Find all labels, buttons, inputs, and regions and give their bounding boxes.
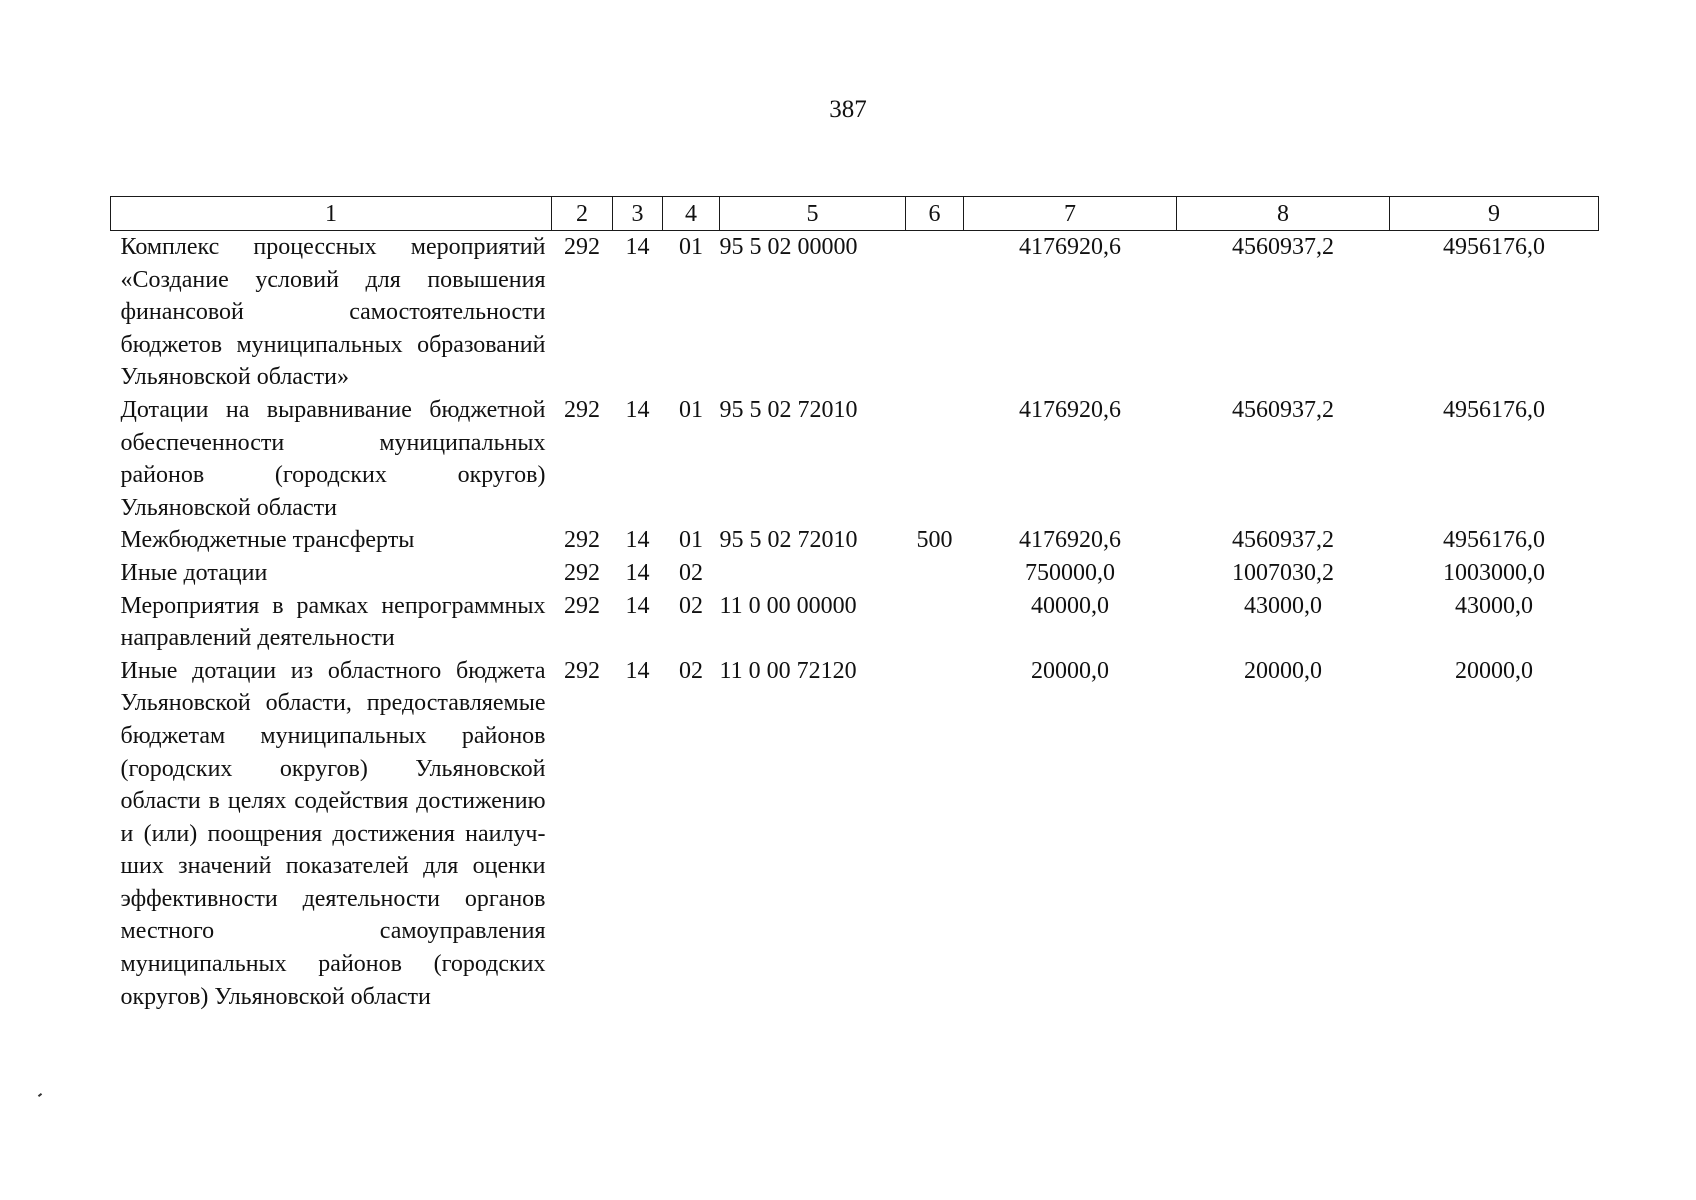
row-name: Мероприятия в рамках непрограммных направлений деятельности [120,592,546,652]
row-code-ministry: 292 [564,527,600,554]
row-amount-col7: 4176920,6 [1019,527,1121,554]
row-target-article: 11 0 00 00000 [719,592,857,619]
row-expense-type [906,557,964,590]
row-amount-col9: 43000,0 [1455,592,1533,619]
row-amount-col9: 4956176,0 [1443,527,1545,554]
table-header-row [111,197,1599,231]
row-target-article: 95 5 02 00000 [719,234,858,260]
row-code-ministry: 292 [564,396,600,423]
row-amount-col7: 4176920,6 [1019,396,1121,423]
row-name: Комплекс процессных мероприятий «Создание условий для повышения финансовой самостоятельности бюджетов муниципальных образований Ульяновской области» [120,234,546,391]
row-expense-type [906,590,964,655]
col-header-4: 4 [663,197,720,231]
row-name: Дотации на выравнивание бюджетной обеспеченности муниципальных районов (городских округов) Ульяновской области [120,396,546,521]
row-code-section: 14 [625,657,650,684]
row-amount-col8: 43000,0 [1244,592,1322,619]
row-amount-col7: 40000,0 [1031,592,1109,619]
row-amount-col8: 4560937,2 [1232,234,1334,260]
row-target-article: 11 0 00 72120 [719,657,857,684]
row-name: Межбюджетные трансферты [120,527,415,554]
row-amount-col9: 1003000,0 [1443,559,1545,586]
budget-table [110,196,1599,1013]
row-expense-type [906,231,964,394]
col-header-8: 8 [1177,197,1390,231]
row-code-ministry: 292 [564,592,600,619]
col-header-1: 1 [111,197,552,231]
col-header-5: 5 [720,197,906,231]
col-header-2: 2 [552,197,613,231]
row-amount-col9: 20000,0 [1455,657,1533,684]
table-row [111,231,1599,394]
row-expense-type [906,655,964,1014]
row-code-section: 14 [625,592,650,619]
row-code-section: 14 [625,396,650,423]
row-code-section: 14 [625,559,650,586]
table-row [111,590,1599,655]
row-code-ministry: 292 [564,234,600,260]
row-code-subsection: 02 [679,559,703,586]
row-target-article: 95 5 02 72010 [719,527,858,554]
table-row [111,557,1599,590]
row-code-subsection: 02 [679,657,703,684]
row-amount-col9: 4956176,0 [1443,234,1545,260]
row-amount-col9: 4956176,0 [1443,396,1545,423]
row-code-subsection: 01 [679,527,703,554]
col-header-6: 6 [906,197,964,231]
table-row [111,394,1599,524]
table-row [111,655,1599,1014]
row-code-section: 14 [625,234,650,260]
row-amount-col7: 750000,0 [1025,559,1115,586]
col-header-3: 3 [613,197,663,231]
row-amount-col8: 4560937,2 [1232,396,1334,423]
row-name: Иные дотации из областного бюджета Ульяновской области, предоставляемые бюджетам муниципальных районов (городских округов) Ульяновской области в целях содействия достижению и (или) поощрения достижения наилучших значений показателей для оценки эффективности деятельности органов местного самоуправления муниципальных районов (городских округов) Ульяновской области [120,657,546,1010]
row-code-subsection: 02 [679,592,703,619]
row-code-ministry: 292 [564,657,600,684]
col-header-7: 7 [964,197,1177,231]
col-header-9: 9 [1390,197,1599,231]
row-amount-col7: 4176920,6 [1019,234,1121,260]
row-code-section: 14 [625,527,650,554]
row-code-subsection: 01 [679,234,703,260]
row-amount-col8: 4560937,2 [1232,527,1334,554]
row-amount-col7: 20000,0 [1031,657,1109,684]
row-code-ministry: 292 [564,559,600,586]
page-number: 387 [829,96,867,123]
row-amount-col8: 20000,0 [1244,657,1322,684]
row-amount-col8: 1007030,2 [1232,559,1334,586]
table-row [111,524,1599,557]
row-expense-type: 500 [916,527,953,554]
row-code-subsection: 01 [679,396,703,423]
row-target-article [720,557,906,590]
row-expense-type [906,394,964,524]
row-target-article: 95 5 02 72010 [719,396,858,423]
scan-speck [38,1093,42,1097]
row-name: Иные дотации [120,559,268,586]
